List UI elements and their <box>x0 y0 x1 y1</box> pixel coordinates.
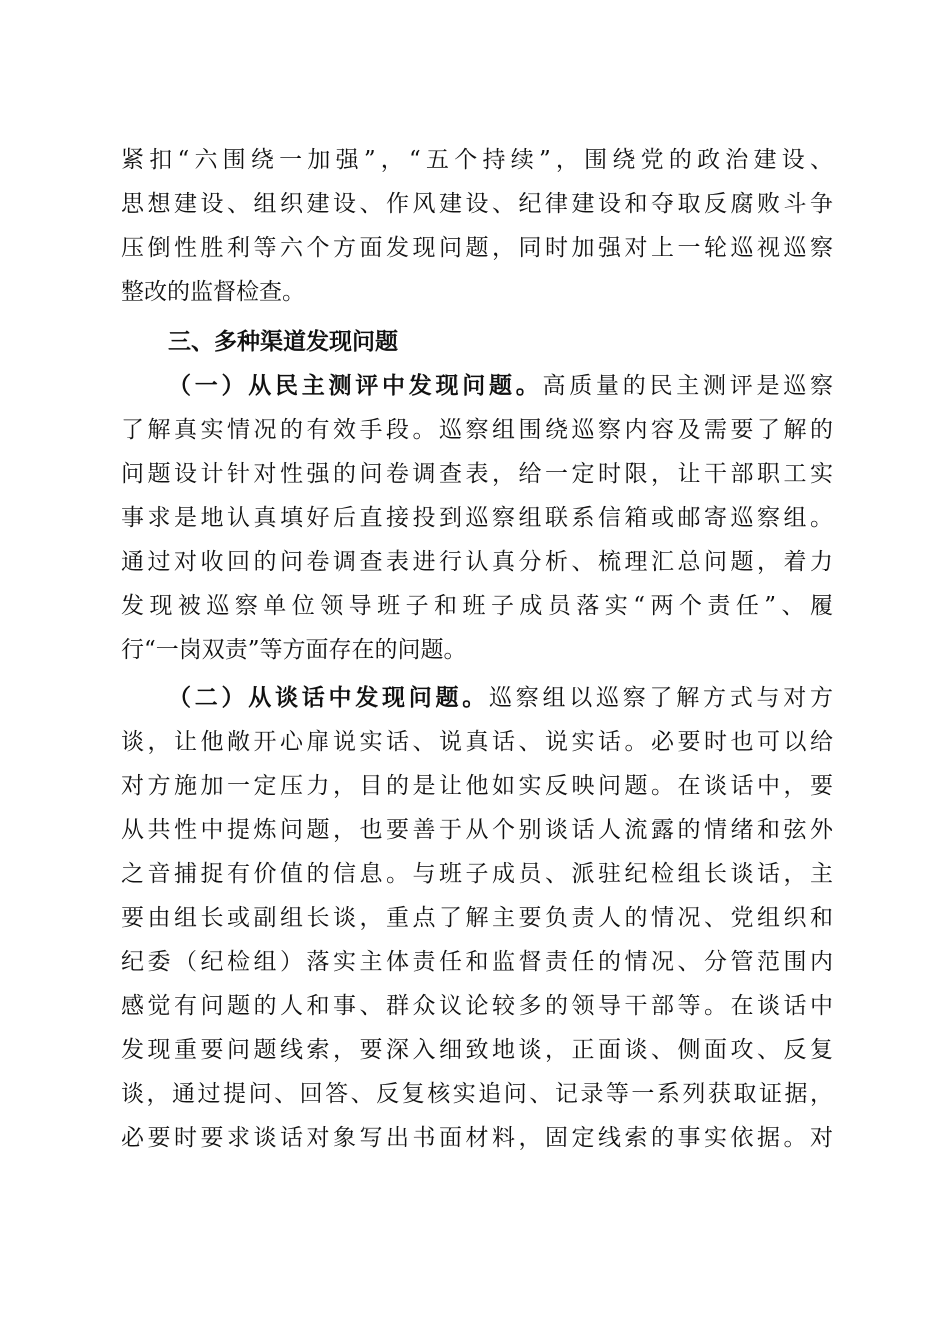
paragraph-line: 发现被巡察单位领导班子和班子成员落实“两个责任”、履 <box>121 593 833 619</box>
paragraph-line: 整改的监督检查。 <box>121 279 305 305</box>
paragraph-line: 了解真实情况的有效手段。巡察组围绕巡察内容及需要了解的 <box>121 417 833 443</box>
paragraph-line: 之音捕捉有价值的信息。与班子成员、派驻纪检组长谈话，主 <box>121 861 833 887</box>
paragraph-line: 感觉有问题的人和事、群众议论较多的领导干部等。在谈话中 <box>121 993 833 1019</box>
paragraph-line-rest: 巡察组以巡察了解方式与对方 <box>489 685 833 711</box>
paragraph-line: 思想建设、组织建设、作风建设、纪律建设和夺取反腐败斗争 <box>121 191 833 217</box>
paragraph-line: 行“一岗双责”等方面存在的问题。 <box>121 637 467 663</box>
paragraph-line: 压倒性胜利等六个方面发现问题，同时加强对上一轮巡视巡察 <box>121 235 833 261</box>
paragraph-line: 通过对收回的问卷调查表进行认真分析、梳理汇总问题，着力 <box>121 549 833 575</box>
paragraph-line: 发现重要问题线索，要深入细致地谈，正面谈、侧面攻、反复 <box>121 1037 833 1063</box>
paragraph-line: 纪委（纪检组）落实主体责任和监督责任的情况、分管范围内 <box>121 949 833 975</box>
paragraph-lead-title: （二）从谈话中发现问题。 <box>168 685 489 711</box>
paragraph-line: 紧扣“六围绕一加强”，“五个持续”，围绕党的政治建设、 <box>121 147 833 173</box>
paragraph-lead-title: （一）从民主测评中发现问题。 <box>168 373 543 399</box>
paragraph-line: 必要时要求谈话对象写出书面材料，固定线索的事实依据。对 <box>121 1125 833 1151</box>
section-heading: 三、多种渠道发现问题 <box>168 329 398 355</box>
paragraph-line: 问题设计针对性强的问卷调查表，给一定时限，让干部职工实 <box>121 461 833 487</box>
paragraph-line: 要由组长或副组长谈，重点了解主要负责人的情况、党组织和 <box>121 905 833 931</box>
paragraph-line: 谈，让他敞开心扉说实话、说真话、说实话。必要时也可以给 <box>121 729 833 755</box>
paragraph-democratic-evaluation <box>121 364 833 672</box>
paragraph-line: 对方施加一定压力，目的是让他如实反映问题。在谈话中，要 <box>121 773 833 799</box>
paragraph-line: 谈，通过提问、回答、反复核实追问、记录等一系列获取证据， <box>121 1081 833 1107</box>
paragraph-first-line <box>121 364 833 408</box>
paragraph-first-line <box>121 676 833 720</box>
paragraph-line-rest: 高质量的民主测评是巡察 <box>542 373 833 399</box>
paragraph-line: 事求是地认真填好后直接投到巡察组联系信箱或邮寄巡察组。 <box>121 505 833 531</box>
paragraph-six-aspects <box>121 138 833 314</box>
paragraph-line: 从共性中提炼问题，也要善于从个别谈话人流露的情绪和弦外 <box>121 817 833 843</box>
paragraph-interviews <box>121 676 833 1160</box>
